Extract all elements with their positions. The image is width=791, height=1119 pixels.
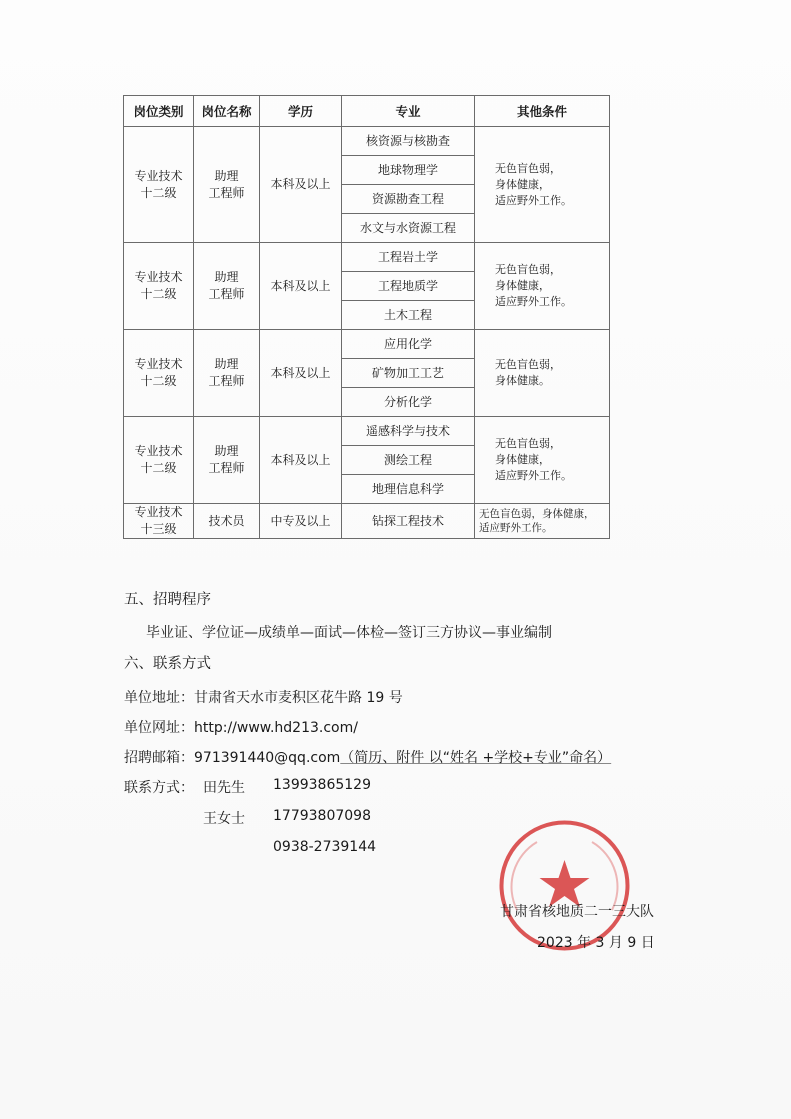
- category-cell: 专业技术 十二级: [124, 330, 194, 417]
- email-line: [124, 747, 611, 767]
- table-row: [124, 417, 610, 446]
- header-major: 专业: [342, 96, 475, 127]
- position-cell: 助理 工程师: [194, 243, 260, 330]
- signature-date: 2023 年 3 月 9 日: [537, 935, 655, 951]
- website-link[interactable]: http://www.hd213.com/: [194, 720, 358, 736]
- contact-phone: 17793807098: [273, 808, 371, 824]
- category-cell: 专业技术 十三级: [124, 504, 194, 539]
- contact-name: 田先生: [203, 780, 245, 796]
- education-cell: 本科及以上: [260, 330, 342, 417]
- major-cell: 水文与水资源工程: [342, 214, 475, 243]
- address-line: [124, 687, 403, 707]
- conditions-cell: 无色盲色弱， 身体健康， 适应野外工作。: [475, 243, 610, 330]
- contact-phone: 13993865129: [273, 777, 371, 793]
- conditions-cell: 无色盲色弱，身体健康， 适应野外工作。: [475, 504, 610, 539]
- table-row: [124, 127, 610, 156]
- category-cell: 专业技术 十二级: [124, 417, 194, 504]
- major-cell: 应用化学: [342, 330, 475, 359]
- contact-name: 王女士: [203, 811, 245, 827]
- header-education: 学历: [260, 96, 342, 127]
- major-cell: 核资源与核勘查: [342, 127, 475, 156]
- conditions-cell: 无色盲色弱， 身体健康， 适应野外工作。: [475, 417, 610, 504]
- position-cell: 助理 工程师: [194, 127, 260, 243]
- position-cell: 助理 工程师: [194, 417, 260, 504]
- major-cell: 钻探工程技术: [342, 504, 475, 539]
- table-row: [124, 330, 610, 359]
- website-line: [124, 717, 358, 737]
- contact-phone: 0938-2739144: [273, 839, 377, 855]
- address-value: 甘肃省天水市麦积区花牛路 19 号: [194, 690, 403, 706]
- position-cell: 技术员: [194, 504, 260, 539]
- email-link[interactable]: 971391440@qq.com: [194, 750, 341, 766]
- table-header-row: [124, 96, 610, 127]
- major-cell: 测绘工程: [342, 446, 475, 475]
- address-label: 单位地址：: [124, 690, 194, 706]
- recruitment-table: [123, 95, 610, 539]
- header-conditions: 其他条件: [475, 96, 610, 127]
- conditions-cell: 无色盲色弱， 身体健康， 适应野外工作。: [475, 127, 610, 243]
- table-row: [124, 243, 610, 272]
- education-cell: 本科及以上: [260, 417, 342, 504]
- website-label: 单位网址：: [124, 720, 194, 736]
- signature-org: 甘肃省核地质二一三大队: [500, 904, 654, 920]
- section-title-contact: 六、联系方式: [124, 656, 211, 672]
- major-cell: 工程岩土学: [342, 243, 475, 272]
- major-cell: 资源勘查工程: [342, 185, 475, 214]
- education-cell: 本科及以上: [260, 127, 342, 243]
- major-cell: 地球物理学: [342, 156, 475, 185]
- major-cell: 工程地质学: [342, 272, 475, 301]
- category-cell: 专业技术 十二级: [124, 243, 194, 330]
- major-cell: 土木工程: [342, 301, 475, 330]
- email-note: （简历、附件 以“姓名 +学校+专业”命名）: [340, 750, 612, 766]
- major-cell: 分析化学: [342, 388, 475, 417]
- conditions-cell: 无色盲色弱， 身体健康。: [475, 330, 610, 417]
- table-row: [124, 504, 610, 539]
- header-position: 岗位名称: [194, 96, 260, 127]
- header-category: 岗位类别: [124, 96, 194, 127]
- email-label: 招聘邮箱：: [124, 750, 194, 766]
- major-cell: 矿物加工工艺: [342, 359, 475, 388]
- major-cell: 地理信息科学: [342, 475, 475, 504]
- section-title-procedure: 五、招聘程序: [124, 592, 211, 608]
- contact-label: 联系方式：: [124, 780, 194, 796]
- category-cell: 专业技术 十二级: [124, 127, 194, 243]
- position-cell: 助理 工程师: [194, 330, 260, 417]
- education-cell: 中专及以上: [260, 504, 342, 539]
- major-cell: 遥感科学与技术: [342, 417, 475, 446]
- procedure-text: 毕业证、学位证—成绩单—面试—体检—签订三方协议—事业编制: [146, 625, 552, 641]
- education-cell: 本科及以上: [260, 243, 342, 330]
